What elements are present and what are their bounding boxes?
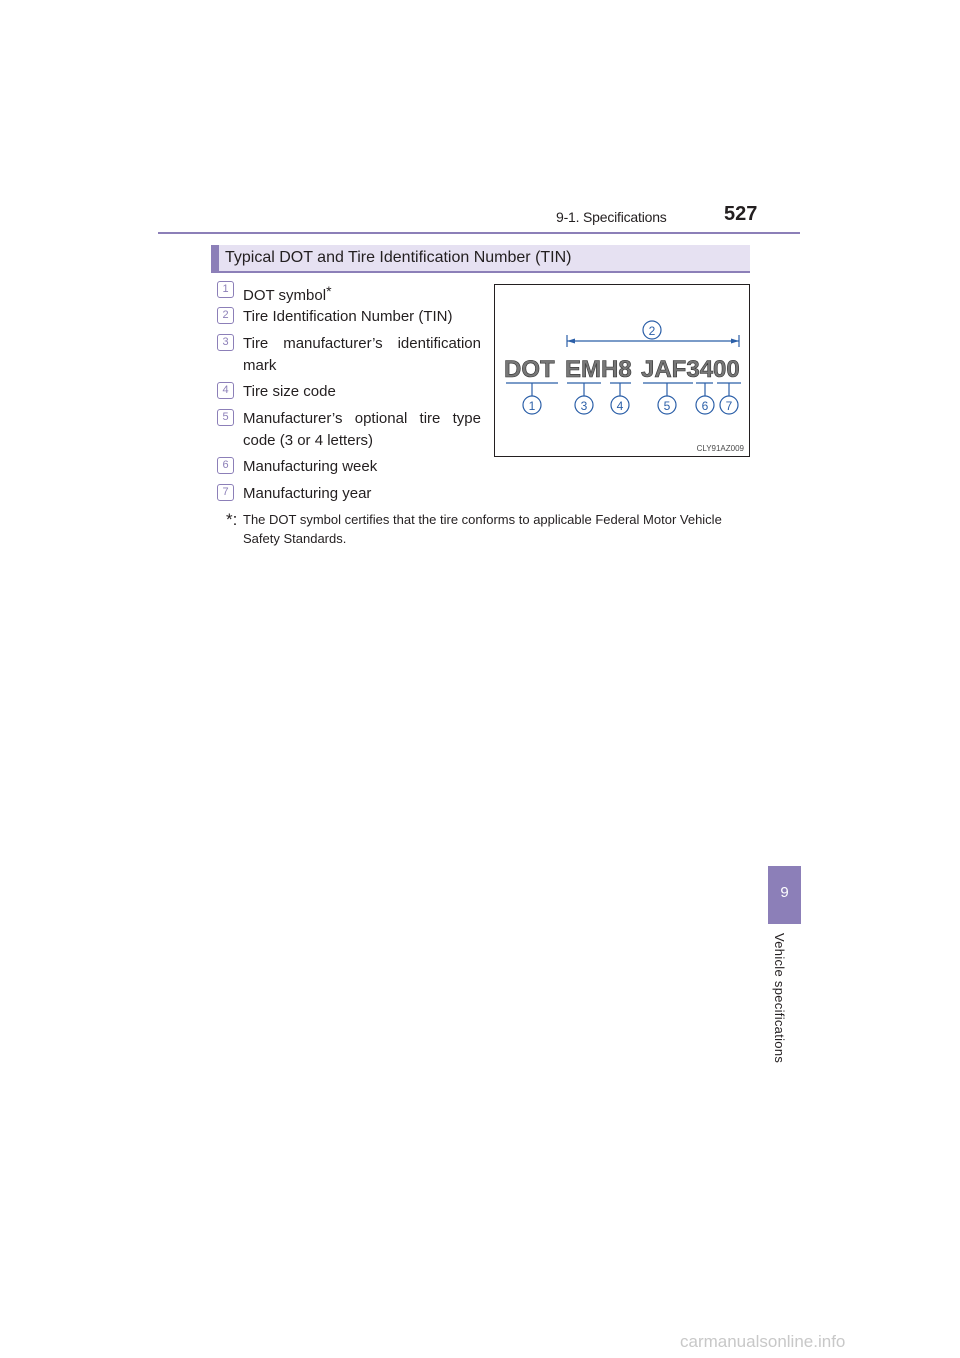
chapter-label: Vehicle specifications (772, 933, 787, 1064)
item-number-badge: 7 (217, 484, 234, 501)
item-text: Manufacturer’s optional tire type code (3 or 4 letters) (243, 410, 481, 449)
chapter-number: 9 (780, 884, 789, 901)
section-heading (211, 245, 750, 273)
item-text (243, 280, 481, 307)
section-title: Typical DOT and Tire Identification Number (TIN) (225, 249, 572, 266)
item-text: Manufacturing year (243, 485, 372, 502)
arrow-left-icon (567, 339, 575, 344)
item-text: Tire size code (243, 383, 336, 400)
callout-6-label: 6 (701, 399, 709, 413)
item-number-badge: 6 (217, 457, 234, 474)
item-text: Manufacturing week (243, 458, 378, 475)
watermark: carmanualsonline.info (680, 1332, 846, 1351)
footnote-marker: *: (226, 510, 238, 529)
item-text: Tire Identification Number (TIN) (243, 308, 453, 325)
item-label: DOT symbol (243, 287, 327, 304)
callout-3-label: 3 (580, 399, 588, 413)
footnote-text: The DOT symbol certifies that the tire conforms to applicable Federal Motor Vehicle Safety Standards. (243, 512, 722, 546)
item-number-badge: 5 (217, 409, 234, 426)
page-number: 527 (724, 203, 758, 225)
callout-1-label: 1 (528, 399, 536, 413)
arrow-right-icon (731, 339, 739, 344)
tin-diagram (494, 284, 750, 457)
item-number-badge: 1 (217, 281, 234, 298)
item-number-badge: 2 (217, 307, 234, 324)
callout-4-label: 4 (616, 399, 624, 413)
footnote-star: * (326, 283, 332, 299)
header-divider (158, 232, 800, 234)
item-number-badge: 4 (217, 382, 234, 399)
item-text: Tire manufacturer’s identification mark (243, 335, 481, 374)
emh8-text: EMH8 (565, 356, 632, 383)
callout-5-label: 5 (663, 399, 671, 413)
dot-text: DOT (504, 356, 555, 383)
chapter-tab (768, 866, 801, 924)
item-number-badge: 3 (217, 334, 234, 351)
callout-2-label: 2 (648, 324, 656, 338)
jaf3400-text: JAF3400 (641, 356, 740, 383)
tin-diagram-graphic (495, 285, 749, 456)
section-heading-bar (211, 245, 219, 271)
underline-brackets (506, 383, 741, 396)
callout-7-label: 7 (725, 399, 733, 413)
figure-code: CLY91AZ009 (696, 444, 744, 453)
section-breadcrumb: 9-1. Specifications (556, 209, 667, 225)
